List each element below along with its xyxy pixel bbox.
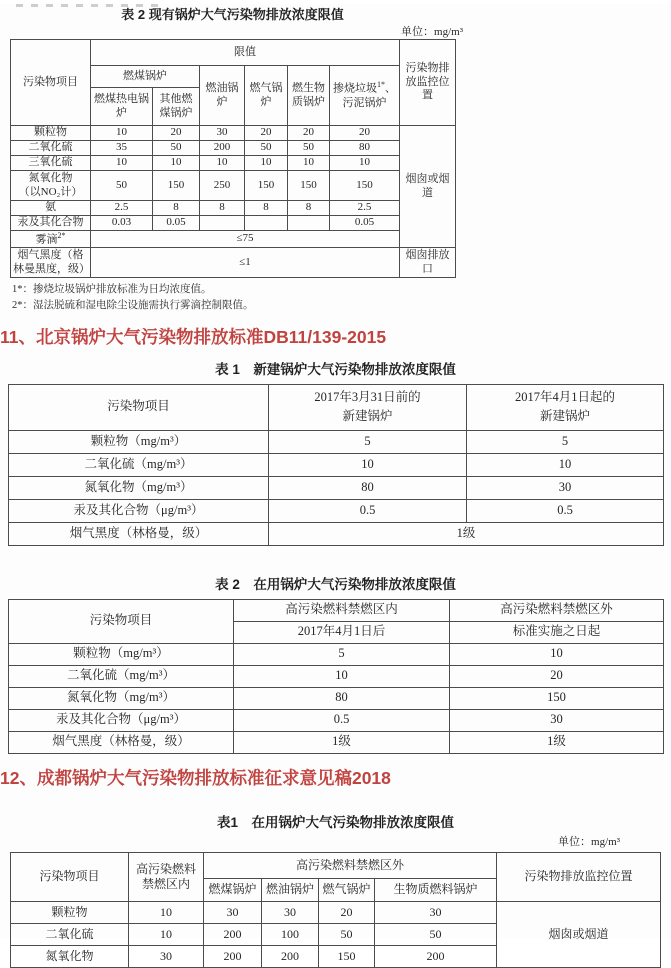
section-11-heading: 11、北京锅炉大气污染物排放标准DB11/139-2015 [0,326,387,347]
row-label: 颗粒物 [11,901,129,923]
limit-value: 200 [262,945,319,967]
limit-value: 0.5 [269,499,467,522]
col-header-oil-boiler: 燃油锅炉 [200,66,245,126]
row-label-smoke-blackness: 烟气黑度（格林曼黑度，级） [11,248,91,278]
limit-value: 20 [330,126,400,141]
limit-value: 0.5 [234,709,450,731]
limit-value: 0.05 [330,216,400,231]
row-label: 颗粒物（mg/m³） [9,430,269,453]
existing-boiler-limits-table [10,39,456,278]
nox-label-line2: （以NO₂计） [18,185,83,198]
header-line: 2017年4月1日起的 [514,390,615,405]
limit-value: 10 [245,156,288,171]
row-label: 烟气黑度（林格曼，级） [9,522,269,545]
limit-value: 150 [153,171,200,201]
col-header-pollutant: 污染物项目 [11,852,129,901]
col-header-outzone: 高污染燃料禁燃区外 [450,599,664,621]
limit-value: 8 [288,201,330,216]
limit-value: 10 [467,453,664,476]
header-line: 新建锅炉 [539,408,590,423]
row-label: 汞及其化合物（μg/m³） [9,499,269,522]
header-line: 新建锅炉 [342,408,393,423]
col-header-biomass-boiler: 生物质燃料锅炉 [375,878,497,901]
monitor-position-cell: 烟囱排放口 [400,248,456,278]
limit-value: 50 [245,141,288,156]
row-label: 氮氧化物（mg/m³） [9,476,269,499]
beijing-new-boiler-table [8,384,664,546]
col-header-monitor-position: 污染物排放监控位置 [400,40,456,126]
beijing-table1-caption: 表 1 新建锅炉大气污染物排放浓度限值 [215,361,456,377]
limit-value: 5 [269,430,467,453]
limit-value: 10 [129,923,204,945]
row-label: 二氧化硫 [11,141,91,156]
col-header-other-coal-boiler: 其他燃煤锅炉 [153,88,200,126]
limit-value: 50 [319,923,375,945]
limit-value: 200 [204,923,262,945]
nox-label-line1: 氮氧化物 [28,171,73,184]
limit-value: 10 [450,643,664,665]
table-a-caption: 表 2 现有锅炉大气污染物排放浓度限值 [121,7,344,22]
limit-value: 50 [288,141,330,156]
col-header-biomass-boiler: 燃生物质锅炉 [288,66,330,126]
monitor-position-cell: 烟囱或烟道 [497,901,661,967]
monitor-position-cell: 烟囱或烟道 [400,126,456,248]
col-header-oil-boiler: 燃油锅炉 [262,878,319,901]
beijing-inuse-boiler-table [8,599,664,754]
row-label: 汞及其化合物（μg/m³） [9,709,234,731]
col-subheader-outzone-date: 标准实施之日起 [450,621,664,643]
sludge-label: 、污泥锅炉 [342,83,396,109]
col-header-gas-boiler: 燃气锅炉 [245,66,288,126]
limit-value: 150 [245,171,288,201]
limit-value: 8 [200,201,245,216]
limit-value: ≤75 [91,231,400,248]
limit-value: 30 [375,901,497,923]
limit-value: 10 [200,156,245,171]
limit-value: 200 [375,945,497,967]
limit-value: 8 [245,201,288,216]
limit-value: 10 [269,453,467,476]
limit-value: 50 [375,923,497,945]
col-header-monitor-position: 污染物排放监控位置 [497,852,661,901]
limit-value: 150 [288,171,330,201]
limit-value: 10 [288,156,330,171]
col-header-pollutant: 污染物项目 [9,384,269,430]
limit-value: 20 [245,126,288,141]
inzone-line1: 高污染燃料 [135,861,196,876]
limit-value: 10 [234,665,450,687]
limit-value: 20 [153,126,200,141]
limit-value: 250 [200,171,245,201]
limit-value: 10 [330,156,400,171]
row-label-mist [11,231,91,248]
chengdu-inuse-boiler-table [10,852,661,968]
limit-value: 20 [319,901,375,923]
col-header-inzone [129,852,204,901]
row-label: 二氧化硫 [11,923,129,945]
col-header-coal-boiler: 燃煤锅炉 [91,66,200,88]
beijing-table2-caption: 表 2 在用锅炉大气污染物排放浓度限值 [215,576,456,592]
col-header-coal-boiler: 燃煤锅炉 [204,878,262,901]
col-header-gas-boiler: 燃气锅炉 [319,878,375,901]
limit-value: 2.5 [91,201,153,216]
document-page [0,4,671,963]
limit-value: 30 [467,476,664,499]
limit-value: 200 [200,141,245,156]
limit-value: 5 [467,430,664,453]
limit-value: 50 [153,141,200,156]
limit-value [245,216,288,231]
limit-value: 10 [129,901,204,923]
table-a-unit-label: 单位：mg/m³ [401,26,463,38]
limit-value: 20 [288,126,330,141]
chengdu-table-unit-label: 单位：mg/m³ [558,835,620,848]
limit-value [288,216,330,231]
limit-value: 20 [450,665,664,687]
limit-value: 0.03 [91,216,153,231]
col-header-waste-sludge-boiler [330,66,400,126]
limit-value: 30 [450,709,664,731]
waste-label: 掺烧垃圾 [333,83,377,96]
row-label: 氮氧化物（mg/m³） [9,687,234,709]
row-label: 二氧化硫（mg/m³） [9,453,269,476]
col-subheader-inzone-date: 2017年4月1日后 [234,621,450,643]
limit-value: 150 [319,945,375,967]
table-a-footnotes [12,282,671,312]
limit-value: 0.5 [467,499,664,522]
limit-value: 80 [269,476,467,499]
limit-value: 30 [129,945,204,967]
header-line: 2017年3月31日前的 [314,390,421,405]
limit-value: 1级 [269,522,664,545]
col-header-limit: 限值 [91,40,400,66]
limit-value: 80 [234,687,450,709]
col-header-outzone: 高污染燃料禁燃区外 [204,852,497,878]
limit-value: 2.5 [330,201,400,216]
footnote-marker-2: 2* [57,231,66,240]
row-label: 汞及其化合物 [11,216,91,231]
limit-value: 8 [153,201,200,216]
limit-value: 100 [262,923,319,945]
chengdu-table-caption: 表1 在用锅炉大气污染物排放浓度限值 [216,814,454,830]
limit-value: 35 [91,141,153,156]
limit-value: 30 [204,901,262,923]
footnote-marker-1: 1* [377,80,385,90]
row-label: 烟气黑度（林格曼，级） [9,731,234,753]
limit-value: 10 [91,126,153,141]
inzone-line2: 禁燃区内 [141,876,190,891]
col-header-from-2017 [467,384,664,430]
limit-value: 1级 [450,731,664,753]
limit-value: 0.05 [153,216,200,231]
col-header-pollutant: 污染物项目 [11,40,91,126]
limit-value: 30 [200,126,245,141]
limit-value: ≤1 [91,248,400,278]
cutoff-text-fragment [16,4,166,7]
col-header-before-2017 [269,384,467,430]
col-header-coal-chp-boiler: 燃煤热电锅炉 [91,88,153,126]
mist-label: 雾滴 [35,233,58,246]
row-label [11,171,91,201]
section-12-heading: 12、成都锅炉大气污染物排放标准征求意见稿2018 [0,767,391,788]
row-label: 二氧化硫（mg/m³） [9,665,234,687]
row-label: 氨 [11,201,91,216]
footnote-1: 1*：掺烧垃圾锅炉排放标准为日均浓度值。 [12,284,212,296]
limit-value: 50 [91,171,153,201]
row-label: 三氧化硫 [11,156,91,171]
col-header-inzone: 高污染燃料禁燃区内 [234,599,450,621]
row-label: 颗粒物 [11,126,91,141]
limit-value: 1级 [234,731,450,753]
row-label: 颗粒物（mg/m³） [9,643,234,665]
limit-value: 10 [91,156,153,171]
limit-value: 150 [450,687,664,709]
limit-value: 150 [330,171,400,201]
limit-value: 200 [204,945,262,967]
col-header-pollutant: 污染物项目 [9,599,234,643]
limit-value: 10 [153,156,200,171]
limit-value: 5 [234,643,450,665]
limit-value: 80 [330,141,400,156]
footnote-2: 2*：湿法脱硫和湿电除尘设施需执行雾滴控制限值。 [12,299,254,311]
limit-value: 30 [262,901,319,923]
limit-value [200,216,245,231]
row-label: 氮氧化物 [11,945,129,967]
